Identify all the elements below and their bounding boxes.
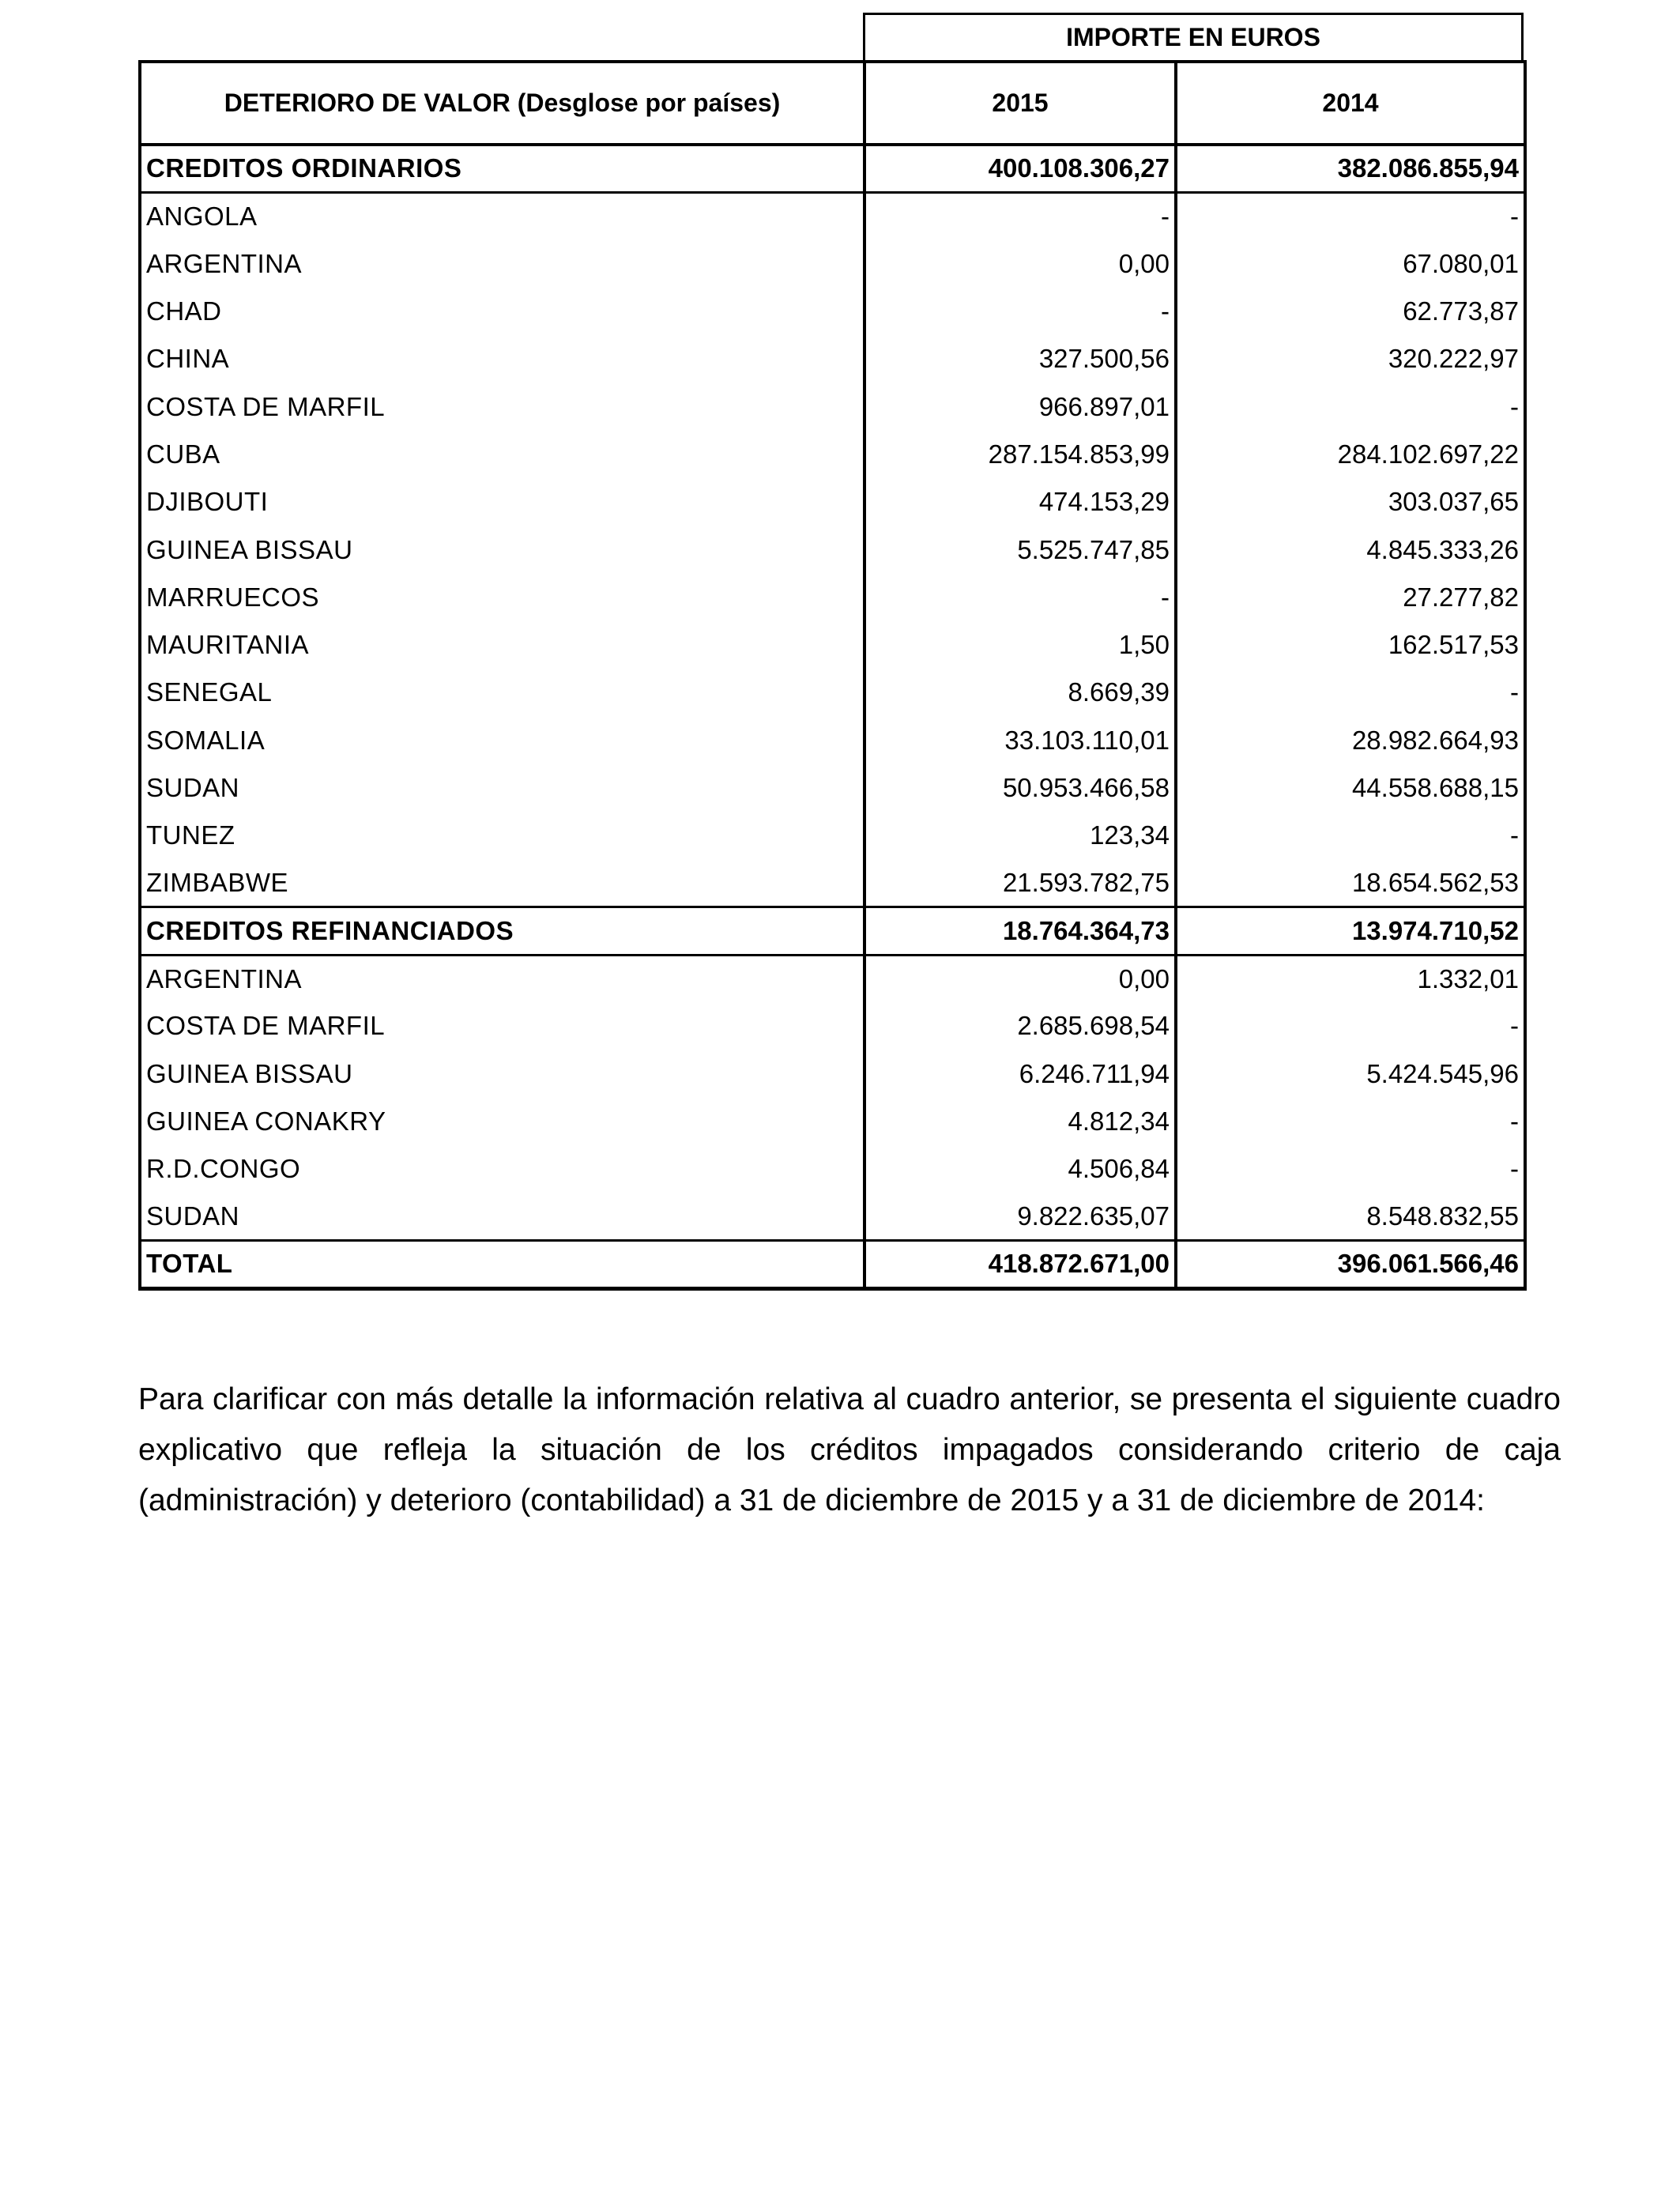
country-cell: SUDAN [140,764,864,812]
header-country: DETERIORO DE VALOR (Desglose por países) [140,62,864,145]
value-2014-cell: 284.102.697,22 [1176,431,1525,478]
country-cell: COSTA DE MARFIL [140,383,864,430]
value-2014-cell: 18.654.562,53 [1176,859,1525,907]
country-cell: SENEGAL [140,669,864,716]
impairment-table [138,60,1527,1291]
country-cell: CHINA [140,335,864,383]
value-2015-cell: 9.822.635,07 [864,1193,1176,1241]
table-row [140,383,1525,430]
country-cell: DJIBOUTI [140,478,864,526]
table-row [140,812,1525,859]
table-row [140,1002,1525,1050]
value-2014-cell: - [1176,192,1525,239]
country-cell: GUINEA BISSAU [140,1050,864,1098]
value-2014-cell: - [1176,383,1525,430]
country-cell: ARGENTINA [140,955,864,1002]
value-2014-cell: 396.061.566,46 [1176,1241,1525,1288]
value-2014-cell: 320.222,97 [1176,335,1525,383]
value-2015-cell: 400.108.306,27 [864,145,1176,192]
value-2014-cell: 1.332,01 [1176,955,1525,1002]
header-year-2014: 2014 [1176,62,1525,145]
section-row [140,907,1525,955]
value-2014-cell: 4.845.333,26 [1176,526,1525,573]
table-row [140,1098,1525,1145]
country-cell: TUNEZ [140,812,864,859]
country-cell: ZIMBABWE [140,859,864,907]
country-cell: R.D.CONGO [140,1145,864,1193]
value-2015-cell: 2.685.698,54 [864,1002,1176,1050]
value-2014-cell: 67.080,01 [1176,240,1525,288]
value-2015-cell: 287.154.853,99 [864,431,1176,478]
table-row [140,621,1525,669]
table-row [140,859,1525,907]
value-2015-cell: 474.153,29 [864,478,1176,526]
column-group-header: IMPORTE EN EUROS [863,13,1524,60]
country-cell: TOTAL [140,1241,864,1288]
value-2015-cell: - [864,288,1176,335]
country-cell: SUDAN [140,1193,864,1241]
table-body [140,145,1525,1288]
value-2014-cell: 13.974.710,52 [1176,907,1525,955]
value-2014-cell: - [1176,812,1525,859]
value-2014-cell: 44.558.688,15 [1176,764,1525,812]
value-2015-cell: 5.525.747,85 [864,526,1176,573]
value-2015-cell: 4.506,84 [864,1145,1176,1193]
country-cell: CREDITOS ORDINARIOS [140,145,864,192]
value-2014-cell: 8.548.832,55 [1176,1193,1525,1241]
value-2015-cell: 0,00 [864,240,1176,288]
value-2014-cell: 382.086.855,94 [1176,145,1525,192]
value-2014-cell: 27.277,82 [1176,574,1525,621]
table-row [140,335,1525,383]
value-2015-cell: 0,00 [864,955,1176,1002]
total-row [140,1241,1525,1288]
value-2015-cell: 8.669,39 [864,669,1176,716]
value-2014-cell: 5.424.545,96 [1176,1050,1525,1098]
country-cell: CHAD [140,288,864,335]
section-row [140,145,1525,192]
country-cell: GUINEA BISSAU [140,526,864,573]
country-cell: MAURITANIA [140,621,864,669]
table-row [140,288,1525,335]
value-2015-cell: - [864,192,1176,239]
value-2014-cell: - [1176,1098,1525,1145]
value-2015-cell: 21.593.782,75 [864,859,1176,907]
value-2015-cell: 33.103.110,01 [864,717,1176,764]
value-2015-cell: 327.500,56 [864,335,1176,383]
value-2014-cell: 28.982.664,93 [1176,717,1525,764]
value-2014-cell: - [1176,1145,1525,1193]
table-row [140,717,1525,764]
table-row [140,574,1525,621]
value-2015-cell: 50.953.466,58 [864,764,1176,812]
value-2015-cell: 18.764.364,73 [864,907,1176,955]
table-row [140,526,1525,573]
value-2015-cell: 123,34 [864,812,1176,859]
country-cell: MARRUECOS [140,574,864,621]
value-2015-cell: 1,50 [864,621,1176,669]
country-cell: CREDITOS REFINANCIADOS [140,907,864,955]
header-year-2015: 2015 [864,62,1176,145]
table-row [140,431,1525,478]
value-2015-cell: - [864,574,1176,621]
value-2015-cell: 4.812,34 [864,1098,1176,1145]
value-2014-cell: - [1176,1002,1525,1050]
value-2015-cell: 418.872.671,00 [864,1241,1176,1288]
value-2014-cell: 62.773,87 [1176,288,1525,335]
country-cell: GUINEA CONAKRY [140,1098,864,1145]
value-2014-cell: 303.037,65 [1176,478,1525,526]
value-2015-cell: 966.897,01 [864,383,1176,430]
country-cell: ANGOLA [140,192,864,239]
table-row [140,1050,1525,1098]
value-2014-cell: 162.517,53 [1176,621,1525,669]
table-row [140,955,1525,1002]
country-cell: SOMALIA [140,717,864,764]
value-2015-cell: 6.246.711,94 [864,1050,1176,1098]
table-row [140,1145,1525,1193]
table-row [140,240,1525,288]
value-2014-cell: - [1176,669,1525,716]
country-cell: ARGENTINA [140,240,864,288]
explanatory-paragraph: Para clarificar con más detalle la información relativa al cuadro anterior, se presenta el siguiente cuadro explicativo que refleja la situación de los créditos impagados considerando criterio de caja (administración) y deterioro (contabilidad) a 31 de diciembre de 2015 y a 31 de diciembre de 2014: [138,1382,1561,1517]
table-header-row [140,62,1525,145]
table-row [140,764,1525,812]
country-cell: CUBA [140,431,864,478]
country-cell: COSTA DE MARFIL [140,1002,864,1050]
table-row [140,478,1525,526]
table-row [140,192,1525,239]
table-row [140,1193,1525,1241]
table-row [140,669,1525,716]
